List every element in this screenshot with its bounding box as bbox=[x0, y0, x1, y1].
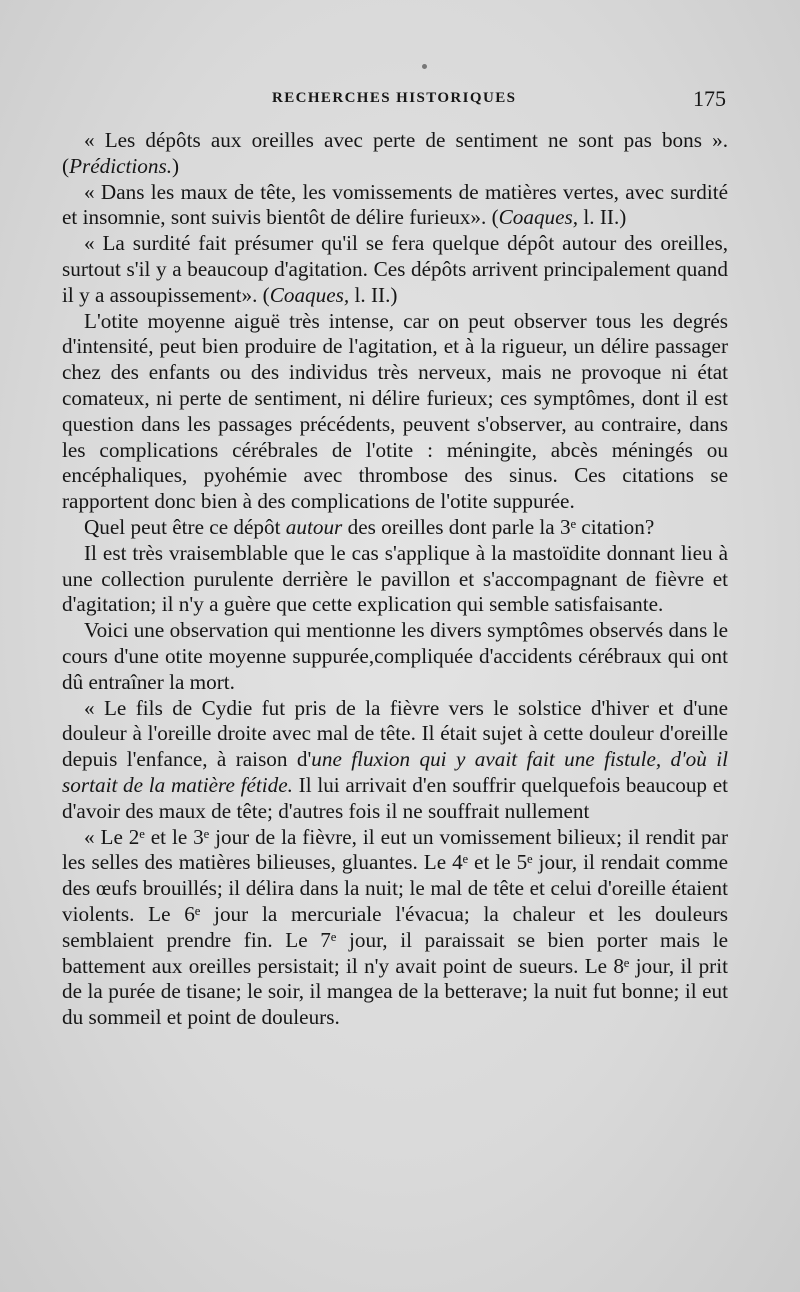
paragraph bbox=[62, 825, 728, 1031]
running-title: RECHERCHES HISTORIQUES bbox=[272, 90, 517, 106]
text-run: Il lui arrivait d'en souffrir quelquefois beaucoup et d'avoir des maux de tête; d'autres fois il ne souffrait nullement bbox=[62, 772, 729, 823]
text-run: l. II.) bbox=[349, 282, 398, 307]
text-run: Il est très vraisemblable que le cas s'applique à la mastoïdite donnant lieu à une collection purulente derrière le pavillon et s'accompagnant de fièvre et d'agitation; il n'y a guère que cette explication qui semble satisfaisante. bbox=[62, 540, 728, 617]
page-number: 175 bbox=[693, 86, 726, 111]
text-run: « Les dépôts aux oreilles avec perte de sentiment ne sont pas bons ». ( bbox=[62, 128, 728, 178]
text-run: l. II.) bbox=[578, 205, 627, 230]
body-text bbox=[62, 128, 728, 1031]
text-run: L'otite moyenne aiguë très intense, car on peut observer tous les degrés d'intensité, peut bien produire de l'agitation, et à la rigueur, un délire passager chez des enfants ou des individus très nerveux, mais ne provoque ni état comateux, ni perte de sentiment, ni délire furieux; ces symptômes, dont il est question dans les passages précédents, peuvent s'observer, au contraire, dans les complications cérébrales de l'otite : méningite, abcès méningés ou encéphaliques, pyohémie avec thrombose des sinus. Ces citations se rapportent donc bien à des complications de l'otite suppurée. bbox=[62, 308, 728, 514]
paragraph bbox=[62, 231, 728, 308]
italic-text: Coaques, bbox=[498, 205, 579, 230]
paragraph bbox=[62, 515, 728, 541]
paragraph bbox=[62, 541, 728, 618]
text-run: « Le fils de Cydie fut pris de la fièvre vers le solstice d'hiver et d'une douleur à l'oreille droite avec mal de tête. Il était sujet à cette douleur d'oreille depuis l'enfance, à raison d' bbox=[62, 695, 728, 772]
paragraph bbox=[62, 180, 728, 232]
text-run: Quel peut être ce dépôt bbox=[84, 514, 286, 539]
italic-text: une fluxion qui y avait fait une fistule, d'où il sortait de la matière fétide. bbox=[62, 747, 729, 797]
paragraph bbox=[62, 618, 728, 695]
text-run: ) bbox=[172, 153, 180, 178]
paragraph bbox=[62, 309, 728, 515]
paragraph bbox=[62, 696, 728, 825]
text-run: « La surdité fait présumer qu'il se fera quelque dépôt autour des oreilles, surtout s'il y a beaucoup d'agitation. Ces dépôts arrivent principalement quand il y a assoupissement». ( bbox=[62, 231, 728, 307]
text-run: Voici une observation qui mentionne les divers symptômes observés dans le cours d'une otite moyenne suppurée,compliquée d'accidents cérébraux qui ont dû entraîner la mort. bbox=[62, 618, 728, 694]
ink-speck bbox=[422, 64, 427, 69]
paragraph bbox=[62, 128, 728, 180]
text-run: « Le 2ᵉ et le 3ᵉ jour de la fièvre, il eut un vomissement bilieux; il rendit par les selles des matières bilieuses, gluantes. Le 4ᵉ et le 5ᵉ jour, il rendait comme des œufs brouillés; il délira dans la nuit; le mal de tête et celui d'oreille étaient violents. Le 6ᵉ jour la mercuriale l'évacua; la chaleur et les douleurs semblaient prendre fin. Le 7ᵉ jour, il paraissait se bien porter mais le battement aux oreilles persistait; il n'y avait point de sueurs. Le 8ᵉ jour, il prit de la purée de tisane; le soir, il mangea de la betterave; la nuit fut bonne; il eut du sommeil et point de douleurs. bbox=[62, 824, 728, 1030]
text-run: « Dans les maux de tête, les vomissements de matières vertes, avec surdité et insomnie, sont suivis bientôt de délire furieux». ( bbox=[62, 179, 728, 230]
text-run: des oreilles dont parle la 3ᵉ citation? bbox=[342, 514, 655, 539]
italic-text: autour bbox=[285, 514, 343, 539]
page-header bbox=[62, 86, 726, 116]
italic-text: Coaques, bbox=[269, 282, 350, 307]
italic-text: Prédictions. bbox=[69, 153, 173, 178]
